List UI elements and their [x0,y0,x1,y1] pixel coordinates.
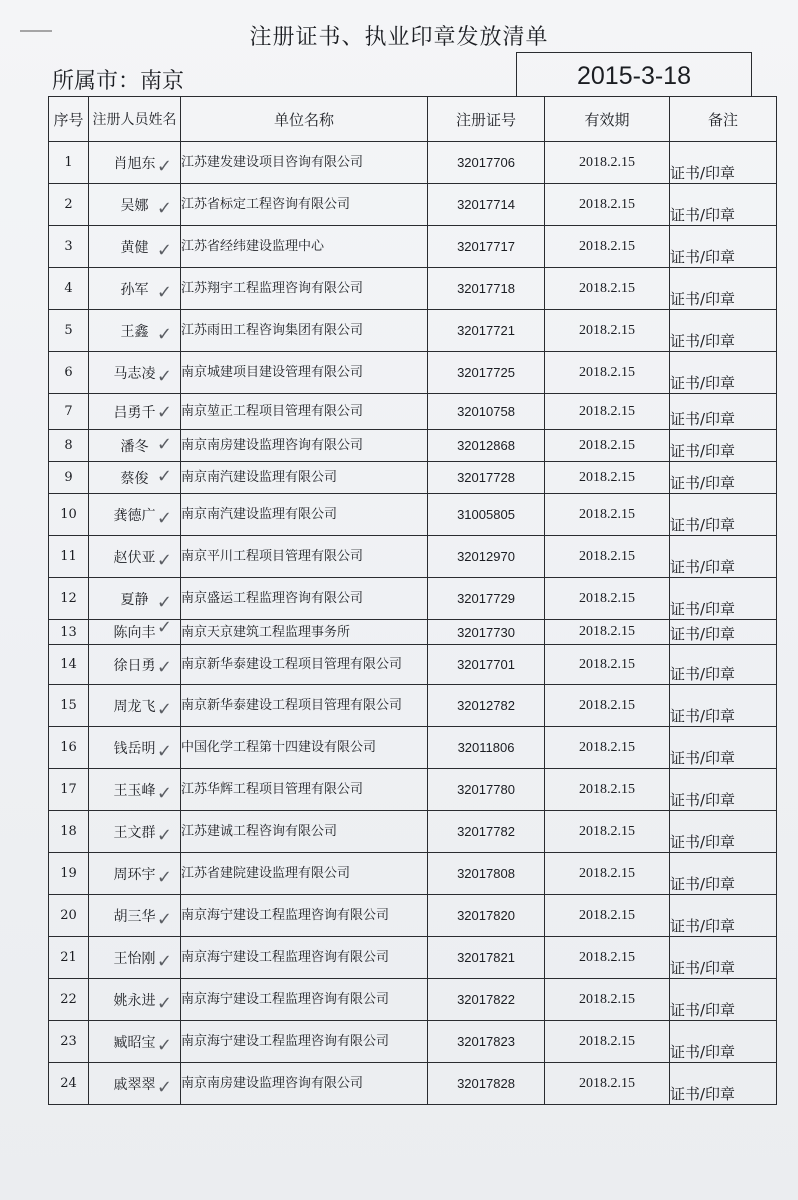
table-row [49,184,777,226]
document-title: 注册证书、执业印章发放清单 [249,25,549,50]
header-cert: 注册证号 [428,97,545,142]
row-note: 证书/印章 [670,268,777,310]
header-unit: 单位名称 [181,97,428,142]
check-mark-icon: ✓ [156,508,172,529]
row-note: 证书/印章 [670,1021,777,1063]
row-note: 证书/印章 [670,494,777,536]
table-row [49,895,777,937]
row-valid: 2018.2.15 [545,620,670,645]
row-name-text: 陈向丰 [113,625,156,641]
check-mark-icon: ✓ [156,657,172,678]
row-valid: 2018.2.15 [545,937,670,979]
row-cert: 32017701 [428,645,545,685]
row-note: 证书/印章 [670,142,777,184]
row-valid: 2018.2.15 [545,142,670,184]
row-unit: 南京南房建设监理咨询有限公司 [181,430,428,462]
row-valid: 2018.2.15 [545,727,670,769]
row-seq: 24 [49,1063,89,1105]
row-name [89,895,181,937]
row-seq: 21 [49,937,89,979]
row-note: 证书/印章 [670,430,777,462]
row-unit: 南京海宁建设工程监理咨询有限公司 [181,895,428,937]
row-valid: 2018.2.15 [545,310,670,352]
row-name-text: 肖旭东 [113,155,156,172]
row-seq: 16 [49,727,89,769]
row-name [89,1021,181,1063]
row-name-text: 孙军 [120,281,149,298]
row-cert: 32010758 [428,394,545,430]
row-cert: 32012782 [428,685,545,727]
row-unit: 江苏省经纬建设监理中心 [181,226,428,268]
row-note: 证书/印章 [670,685,777,727]
row-unit: 南京海宁建设工程监理咨询有限公司 [181,979,428,1021]
check-mark-icon: ✓ [156,619,172,638]
row-valid: 2018.2.15 [545,895,670,937]
row-cert: 32017717 [428,226,545,268]
check-mark-icon: ✓ [156,993,172,1014]
row-cert: 32017718 [428,268,545,310]
check-mark-icon: ✓ [156,156,172,177]
table-row [49,394,777,430]
row-name [89,184,181,226]
check-mark-icon: ✓ [156,1077,172,1098]
row-unit: 江苏雨田工程咨询集团有限公司 [181,310,428,352]
row-seq: 15 [49,685,89,727]
row-valid: 2018.2.15 [545,811,670,853]
row-note: 证书/印章 [670,578,777,620]
row-name [89,462,181,494]
row-note: 证书/印章 [670,811,777,853]
row-name-text: 周环宇 [113,866,156,883]
row-cert: 32017714 [428,184,545,226]
row-cert: 32017822 [428,979,545,1021]
row-unit: 江苏华辉工程项目管理有限公司 [181,769,428,811]
table-row [49,645,777,685]
row-name [89,685,181,727]
row-note: 证书/印章 [670,727,777,769]
row-name [89,430,181,462]
row-name [89,352,181,394]
table-row [49,620,777,645]
row-seq: 18 [49,811,89,853]
row-name [89,1063,181,1105]
row-unit: 南京新华泰建设工程项目管理有限公司 [181,685,428,727]
row-seq: 4 [49,268,89,310]
check-mark-icon: ✓ [156,699,172,720]
row-cert: 32012868 [428,430,545,462]
check-mark-icon: ✓ [156,434,172,455]
check-mark-icon: ✓ [156,282,172,303]
row-valid: 2018.2.15 [545,184,670,226]
check-mark-icon: ✓ [156,909,172,930]
row-note: 证书/印章 [670,769,777,811]
row-valid: 2018.2.15 [545,226,670,268]
row-cert: 32017820 [428,895,545,937]
header-name: 注册人员姓名 [89,97,181,142]
row-name-text: 周龙飞 [113,698,156,715]
row-valid: 2018.2.15 [545,1063,670,1105]
row-name-text: 胡三华 [113,908,156,925]
row-name-text: 王鑫 [120,323,149,340]
row-name-text: 臧昭宝 [113,1034,156,1051]
check-mark-icon: ✓ [156,402,172,423]
row-name-text: 王文群 [113,824,156,841]
check-mark-icon: ✓ [156,240,172,261]
row-seq: 8 [49,430,89,462]
row-unit: 南京盛运工程监理咨询有限公司 [181,578,428,620]
row-valid: 2018.2.15 [545,979,670,1021]
table-row [49,226,777,268]
row-valid: 2018.2.15 [545,268,670,310]
row-seq: 3 [49,226,89,268]
check-mark-icon: ✓ [156,366,172,387]
row-seq: 13 [49,620,89,645]
row-seq: 14 [49,645,89,685]
row-name [89,494,181,536]
check-mark-icon: ✓ [156,324,172,345]
row-unit: 江苏省建院建设监理有限公司 [181,853,428,895]
check-mark-icon: ✓ [156,550,172,571]
row-name [89,645,181,685]
city-label: 所属市：南京 [52,69,185,94]
row-cert: 32017782 [428,811,545,853]
header-valid: 有效期 [545,97,670,142]
row-name [89,310,181,352]
row-valid: 2018.2.15 [545,394,670,430]
row-note: 证书/印章 [670,895,777,937]
table-row [49,142,777,184]
row-name-text: 吴娜 [120,197,149,214]
row-name-text: 龚德广 [113,507,156,524]
row-name-text: 夏静 [120,591,149,608]
row-seq: 7 [49,394,89,430]
row-seq: 22 [49,979,89,1021]
row-valid: 2018.2.15 [545,1021,670,1063]
check-mark-icon: ✓ [156,867,172,888]
row-unit: 南京南汽建设监理有限公司 [181,494,428,536]
row-note: 证书/印章 [670,394,777,430]
row-unit: 南京新华泰建设工程项目管理有限公司 [181,645,428,685]
row-name [89,268,181,310]
row-cert: 32017730 [428,620,545,645]
row-seq: 17 [49,769,89,811]
row-seq: 1 [49,142,89,184]
table-row [49,310,777,352]
row-note: 证书/印章 [670,979,777,1021]
row-cert: 32017706 [428,142,545,184]
row-valid: 2018.2.15 [545,430,670,462]
table-row [49,430,777,462]
row-seq: 11 [49,536,89,578]
row-name [89,727,181,769]
table-row [49,727,777,769]
row-cert: 32017808 [428,853,545,895]
row-seq: 20 [49,895,89,937]
row-unit: 江苏省标定工程咨询有限公司 [181,184,428,226]
row-seq: 2 [49,184,89,226]
row-name-text: 赵伏亚 [113,549,156,566]
row-note: 证书/印章 [670,1063,777,1105]
row-note: 证书/印章 [670,226,777,268]
row-valid: 2018.2.15 [545,462,670,494]
row-valid: 2018.2.15 [545,853,670,895]
row-seq: 5 [49,310,89,352]
row-cert: 32017729 [428,578,545,620]
table-row [49,352,777,394]
check-mark-icon: ✓ [156,783,172,804]
row-unit: 江苏翔宇工程监理咨询有限公司 [181,268,428,310]
row-valid: 2018.2.15 [545,352,670,394]
row-seq: 9 [49,462,89,494]
row-note: 证书/印章 [670,536,777,578]
row-name-text: 蔡俊 [120,470,149,487]
check-mark-icon: ✓ [156,592,172,613]
distribution-table [48,96,777,1105]
date-box: 2015-3-18 [516,52,752,97]
row-cert: 32012970 [428,536,545,578]
row-valid: 2018.2.15 [545,769,670,811]
row-name-text: 潘冬 [120,438,149,455]
row-name [89,536,181,578]
header-note: 备注 [670,97,777,142]
row-name [89,620,181,645]
row-unit: 江苏建发建设项目咨询有限公司 [181,142,428,184]
check-mark-icon: ✓ [156,741,172,762]
table-row [49,853,777,895]
row-cert: 32017780 [428,769,545,811]
row-note: 证书/印章 [670,853,777,895]
table-row [49,1021,777,1063]
row-seq: 12 [49,578,89,620]
row-unit: 南京天京建筑工程监理事务所 [181,620,428,645]
row-note: 证书/印章 [670,620,777,645]
row-name [89,142,181,184]
row-seq: 6 [49,352,89,394]
table-row [49,769,777,811]
row-note: 证书/印章 [670,184,777,226]
header-seq: 序号 [49,97,89,142]
row-name-text: 马志凌 [113,365,156,382]
row-name [89,937,181,979]
check-mark-icon: ✓ [156,198,172,219]
row-unit: 中国化学工程第十四建设有限公司 [181,727,428,769]
table-row [49,462,777,494]
row-seq: 10 [49,494,89,536]
row-name-text: 王怡刚 [113,950,156,967]
table-row [49,685,777,727]
table-row [49,1063,777,1105]
row-seq: 19 [49,853,89,895]
table-row [49,937,777,979]
row-name [89,578,181,620]
row-unit: 南京城建项目建设管理有限公司 [181,352,428,394]
row-cert: 32017828 [428,1063,545,1105]
row-name-text: 王玉峰 [113,782,156,799]
row-valid: 2018.2.15 [545,685,670,727]
row-cert: 32017821 [428,937,545,979]
check-mark-icon: ✓ [156,466,172,487]
row-name-text: 吕勇千 [113,404,156,421]
row-cert: 31005805 [428,494,545,536]
row-note: 证书/印章 [670,352,777,394]
check-mark-icon: ✓ [156,825,172,846]
row-valid: 2018.2.15 [545,536,670,578]
row-cert: 32011806 [428,727,545,769]
row-unit: 南京海宁建设工程监理咨询有限公司 [181,937,428,979]
table-row [49,811,777,853]
row-unit: 南京海宁建设工程监理咨询有限公司 [181,1021,428,1063]
table-row [49,494,777,536]
check-mark-icon: ✓ [156,1035,172,1056]
check-mark-icon: ✓ [156,951,172,972]
row-name [89,853,181,895]
row-name [89,394,181,430]
table-row [49,268,777,310]
row-unit: 南京平川工程项目管理有限公司 [181,536,428,578]
row-name-text: 徐日勇 [113,657,156,674]
table-header-row [49,97,777,142]
row-cert: 32017728 [428,462,545,494]
row-unit: 南京堃正工程项目管理有限公司 [181,394,428,430]
row-cert: 32017725 [428,352,545,394]
row-name-text: 姚永进 [113,992,156,1009]
table-row [49,578,777,620]
row-note: 证书/印章 [670,462,777,494]
row-unit: 南京南房建设监理咨询有限公司 [181,1063,428,1105]
row-unit: 江苏建诚工程咨询有限公司 [181,811,428,853]
row-seq: 23 [49,1021,89,1063]
row-valid: 2018.2.15 [545,578,670,620]
row-note: 证书/印章 [670,645,777,685]
row-name [89,979,181,1021]
row-unit: 南京南汽建设监理有限公司 [181,462,428,494]
row-name-text: 戚翠翠 [113,1076,156,1093]
row-cert: 32017721 [428,310,545,352]
table-row [49,536,777,578]
table-row [49,979,777,1021]
row-valid: 2018.2.15 [545,645,670,685]
row-name-text: 黄健 [120,239,149,256]
row-cert: 32017823 [428,1021,545,1063]
row-name-text: 钱岳明 [113,740,156,757]
row-name [89,769,181,811]
row-note: 证书/印章 [670,937,777,979]
row-valid: 2018.2.15 [545,494,670,536]
row-name [89,226,181,268]
row-name [89,811,181,853]
row-note: 证书/印章 [670,310,777,352]
